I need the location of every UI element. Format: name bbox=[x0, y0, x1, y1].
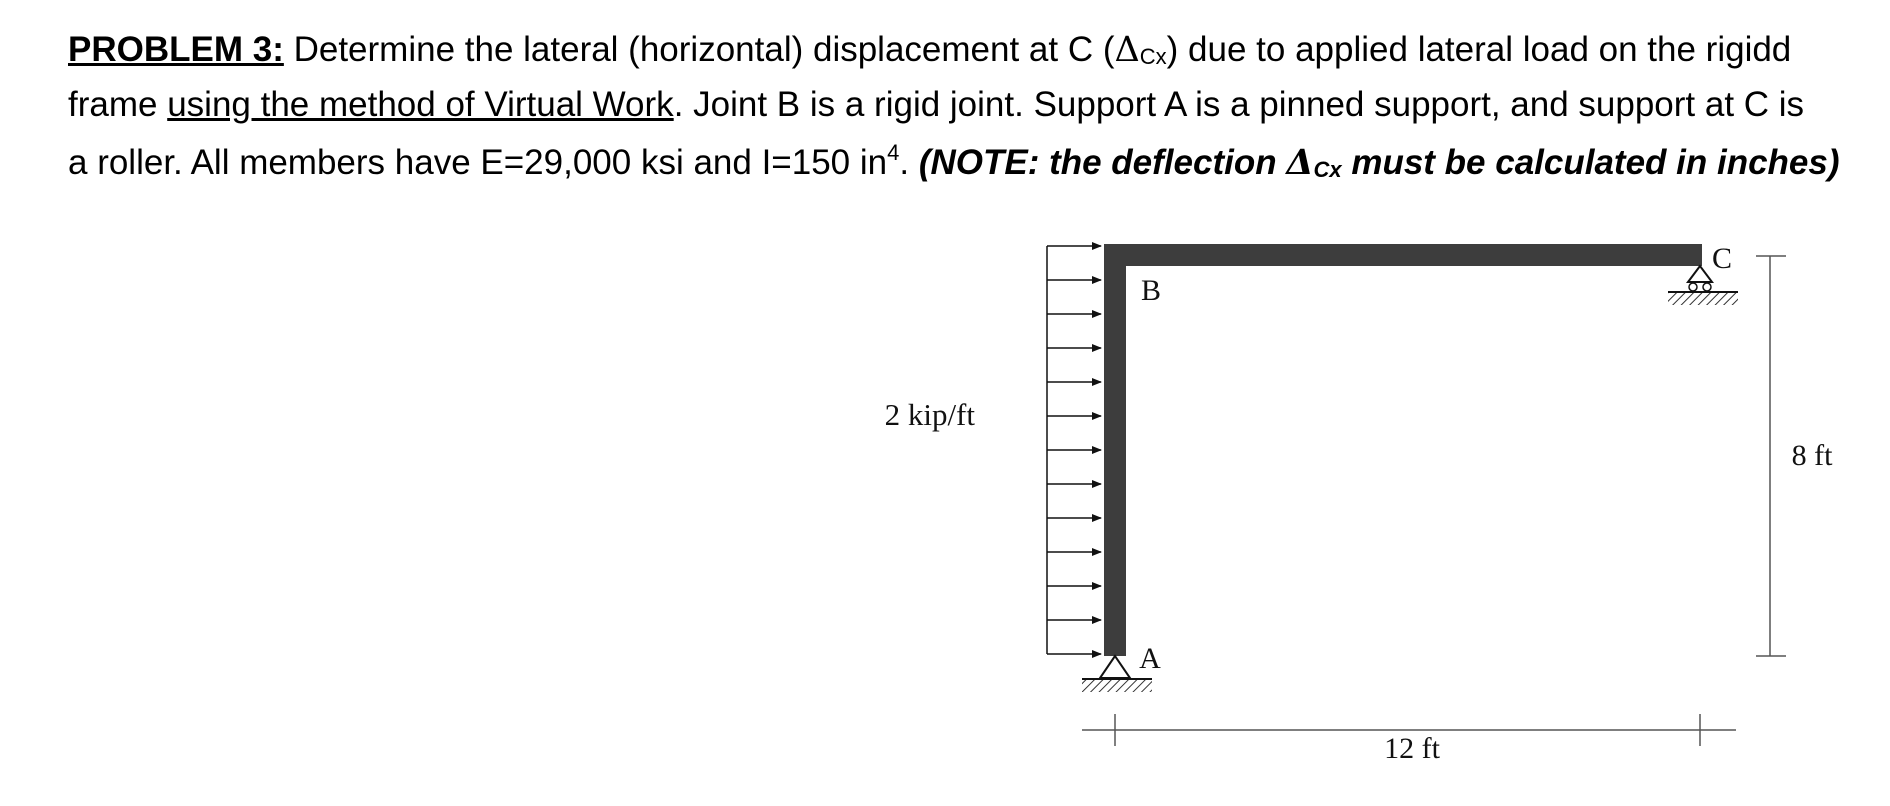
delta-symbol: Δ bbox=[1114, 30, 1140, 70]
problem-text: . bbox=[899, 143, 919, 182]
note-delta-subscript: Cx bbox=[1313, 157, 1342, 182]
note-part: must be calculated in inches) bbox=[1341, 143, 1840, 182]
problem-text: a roller. All members have E=29,000 ksi and I=150 in bbox=[68, 143, 888, 182]
note-delta-symbol: Δ bbox=[1286, 142, 1314, 183]
beam-bc bbox=[1104, 244, 1702, 266]
note-part: (NOTE: the deflection bbox=[918, 143, 1287, 182]
load-label: 2 kip/ft bbox=[884, 397, 975, 432]
pin-ground-hatch bbox=[1082, 680, 1152, 692]
problem-heading: PROBLEM 3: bbox=[68, 30, 284, 69]
problem-text: . Joint B is a rigid joint. Support A is a pinned support, and support at C is bbox=[673, 85, 1805, 124]
distributed-load bbox=[1047, 246, 1101, 654]
problem-text: Determine the lateral (horizontal) displacement at C ( bbox=[283, 30, 1115, 69]
height-label: 8 ft bbox=[1791, 439, 1833, 472]
height-dimension bbox=[1756, 256, 1786, 656]
span-label: 12 ft bbox=[1384, 732, 1440, 765]
column-ab bbox=[1104, 244, 1126, 656]
delta-subscript: Cx bbox=[1139, 44, 1167, 69]
roller-ground-hatch bbox=[1668, 293, 1738, 305]
node-label-c: C bbox=[1711, 242, 1733, 275]
problem-text: ) due to applied lateral load on the rigidd bbox=[1166, 30, 1792, 69]
roller-wheel bbox=[1703, 283, 1711, 291]
roller-wheel bbox=[1689, 283, 1697, 291]
roller-triangle bbox=[1688, 266, 1712, 282]
node-label-a: A bbox=[1139, 642, 1161, 675]
pin-triangle bbox=[1100, 656, 1130, 678]
exponent: 4 bbox=[887, 140, 900, 165]
problem-text: frame bbox=[68, 85, 168, 124]
method-phrase: using the method of Virtual Work bbox=[167, 85, 674, 124]
node-label-b: B bbox=[1140, 274, 1162, 307]
